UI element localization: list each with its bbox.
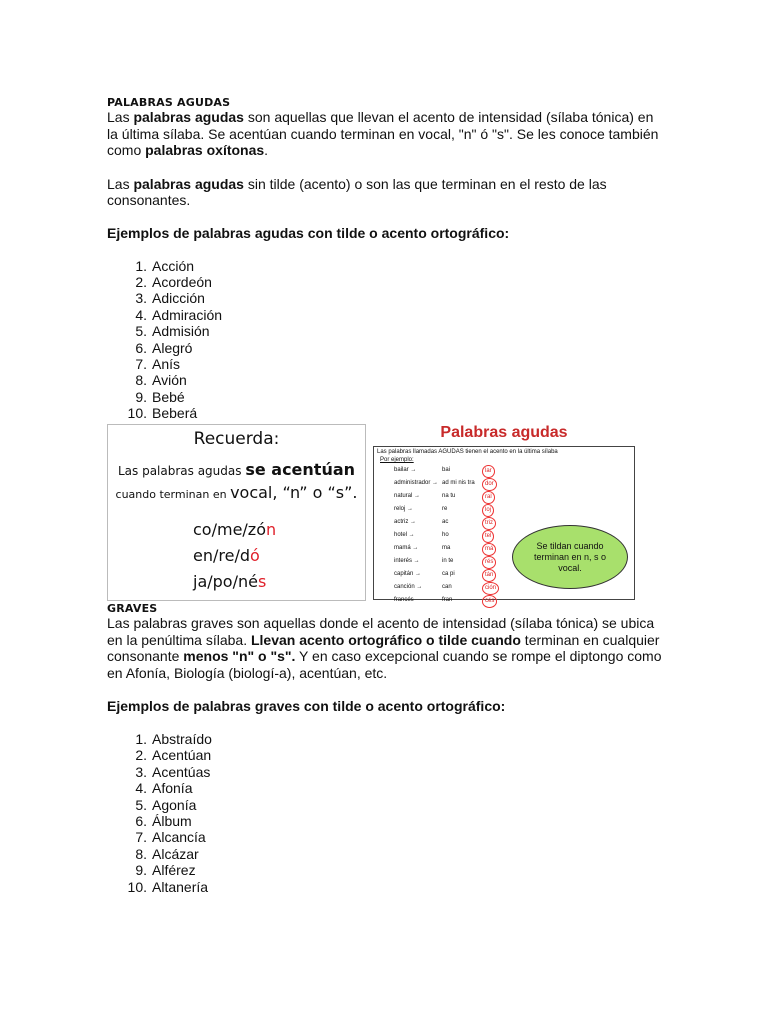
item-number: 5.	[135, 796, 147, 813]
big-text: vocal, “n” o “s”.	[230, 483, 358, 502]
text: son aquellas que llevan el acento de intensidad (sílaba tónica) en la última sílaba. Se acentúan cuando terminan en vocal, "n" ó "s". Se les conoce también como	[107, 109, 659, 158]
item-number: 9.	[135, 862, 147, 879]
text: terminan en cualquier consonante	[107, 631, 660, 664]
tonic-syllable: tán	[482, 569, 496, 582]
bold-term: palabras oxítonas	[145, 142, 265, 158]
syllables: ma	[442, 545, 451, 551]
example-row	[394, 504, 499, 517]
item-number: 10.	[127, 405, 147, 422]
text: .	[264, 142, 269, 158]
item-text: Acentúan	[152, 747, 212, 764]
tonic-syllable: triz	[482, 517, 496, 530]
example-row	[394, 530, 499, 543]
item-number: 3.	[135, 290, 147, 307]
list-item	[107, 862, 667, 878]
agudas-paragraph-1	[107, 109, 667, 159]
syllables: en/re/d	[193, 546, 250, 565]
syllables: in te	[442, 558, 454, 564]
text: cuando terminan en	[115, 488, 231, 501]
tonic-syllable: lar	[482, 465, 495, 478]
graves-examples-title: Ejemplos de palabras graves con tilde o acento ortográfico:	[107, 698, 506, 714]
word: reloj →	[394, 506, 414, 512]
item-text: Acción	[152, 257, 195, 274]
item-number: 6.	[135, 813, 147, 830]
item-text: Alférez	[152, 862, 196, 879]
recuerda-line-2	[108, 483, 365, 502]
word: hotel →	[394, 532, 415, 538]
list-item	[107, 747, 667, 763]
syllables: ad mi nis tra	[442, 480, 475, 486]
list-item	[107, 258, 667, 274]
word-example	[193, 543, 276, 569]
item-number: 3.	[135, 763, 147, 780]
item-number: 5.	[135, 323, 147, 340]
image-title: Palabras agudas	[440, 424, 568, 441]
graves-heading: GRAVES	[107, 602, 158, 615]
syllables: na tu	[442, 493, 456, 499]
item-number: 7.	[135, 355, 147, 372]
tonic-syllable: cés	[482, 595, 497, 608]
recuerda-title: Recuerda:	[193, 429, 280, 449]
example-row	[394, 556, 499, 569]
syllables: re	[442, 506, 448, 512]
list-item	[107, 307, 667, 323]
item-text: Agonía	[152, 796, 197, 813]
item-number: 10.	[127, 878, 147, 895]
tonic-syllable: ción	[482, 582, 499, 595]
list-item	[107, 731, 667, 747]
item-number: 7.	[135, 829, 147, 846]
list-item	[107, 323, 667, 339]
item-text: Bebé	[152, 388, 185, 405]
item-number: 1.	[135, 257, 147, 274]
syllables: ca pi	[442, 571, 455, 577]
tonic-syllable: ral	[482, 491, 495, 504]
item-text: Afonía	[152, 780, 193, 797]
list-item	[107, 797, 667, 813]
list-item	[107, 829, 667, 845]
syllables: ja/po/né	[193, 572, 258, 591]
bold-term: menos "n" o "s".	[183, 648, 296, 664]
item-text: Adicción	[152, 290, 205, 307]
image-example-label: Por ejemplo:	[380, 457, 414, 463]
list-item	[107, 372, 667, 388]
word-example	[193, 569, 276, 595]
item-number: 2.	[135, 273, 147, 290]
syllables: co/me/zó	[193, 520, 266, 539]
item-text: Altanería	[152, 878, 209, 895]
cloud-text: Se tildan cuando terminan en n, s o vocal.	[533, 540, 607, 573]
item-number: 4.	[135, 306, 147, 323]
syllables: can	[442, 584, 452, 590]
syllables: ac	[442, 519, 449, 525]
example-rows	[394, 465, 499, 608]
image-box	[373, 446, 635, 604]
example-row	[394, 569, 499, 582]
agudas-paragraph-2	[107, 176, 667, 209]
item-text: Abstraído	[152, 731, 212, 747]
text: Las	[107, 175, 134, 192]
text: Las palabras agudas	[117, 464, 246, 478]
item-text: Anís	[152, 355, 181, 372]
word-example	[193, 517, 276, 543]
text: Las palabras graves son aquellas donde el acento de intensidad (sílaba tónica) se ubica en la penúltima sílaba.	[107, 615, 655, 648]
item-text: Alcázar	[152, 845, 199, 862]
item-number: 2.	[135, 747, 147, 764]
bold-text: se acentúan	[245, 460, 356, 479]
list-item	[107, 356, 667, 372]
list-item	[107, 879, 667, 895]
agudas-examples-title: Ejemplos de palabras agudas con tilde o acento ortográfico:	[107, 224, 510, 241]
text: sin tilde (acento) o son las que terminan en el resto de las consonantes.	[107, 175, 607, 208]
syllables: fran	[442, 597, 453, 603]
tonic-syllable: rés	[482, 556, 496, 569]
agudas-heading: PALABRAS AGUDAS	[107, 96, 231, 109]
syllables: ho	[442, 532, 449, 538]
item-text: Álbum	[152, 813, 192, 830]
word: actriz →	[394, 519, 417, 525]
example-row	[394, 491, 499, 504]
item-number: 8.	[135, 845, 147, 862]
example-row	[394, 465, 499, 478]
palabras-agudas-image	[373, 424, 635, 604]
word: francés	[394, 597, 414, 603]
highlight: ó	[250, 546, 260, 565]
item-number: 4.	[135, 780, 147, 797]
word: interés →	[394, 558, 420, 564]
item-number: 9.	[135, 388, 147, 405]
recuerda-image	[107, 424, 366, 601]
cloud-callout	[512, 525, 628, 589]
item-text: Alcancía	[152, 829, 206, 846]
item-text: Alegró	[152, 339, 193, 356]
example-row	[394, 582, 499, 595]
list-item	[107, 780, 667, 796]
recuerda-words	[193, 517, 276, 595]
example-row	[394, 478, 499, 491]
list-item	[107, 274, 667, 290]
tonic-syllable: má	[482, 543, 496, 556]
tonic-syllable: dor	[482, 478, 497, 491]
word: natural →	[394, 493, 421, 499]
recuerda-line-1	[108, 460, 365, 479]
bold-term: palabras agudas	[133, 175, 244, 192]
word: mamá →	[394, 545, 419, 551]
item-text: Avión	[152, 372, 187, 389]
bold-term: Llevan acento ortográfico o tilde cuando	[250, 631, 521, 648]
list-item	[107, 764, 667, 780]
word: canción →	[394, 584, 423, 590]
tonic-syllable: loj	[482, 504, 494, 517]
highlight: s	[257, 572, 267, 591]
item-number: 8.	[135, 372, 147, 389]
example-row	[394, 517, 499, 530]
word: capitán →	[394, 571, 422, 577]
example-row	[394, 543, 499, 556]
item-text: Acordeón	[152, 273, 212, 290]
section-graves	[107, 602, 667, 895]
text: Y en caso excepcional cuando se rompe el diptongo como en Afonía, Biología (biologí-a), acentúan, etc.	[107, 648, 662, 681]
highlight: n	[265, 520, 277, 539]
item-text: Admisión	[152, 323, 210, 340]
illustrations	[107, 424, 634, 602]
bold-term: palabras agudas	[133, 109, 244, 125]
tonic-syllable: tel	[482, 530, 494, 543]
item-text: Acentúas	[152, 763, 211, 780]
graves-paragraph	[107, 615, 667, 681]
list-item	[107, 813, 667, 829]
list-item	[107, 290, 667, 306]
graves-examples-list	[107, 731, 667, 895]
image-intro: Las palabras llamadas AGUDAS tienen el acento en la última sílaba	[377, 449, 558, 455]
agudas-examples-list	[107, 258, 667, 422]
item-text: Admiración	[152, 306, 223, 323]
item-number: 1.	[135, 731, 147, 747]
item-text: Beberá	[152, 405, 198, 422]
list-item	[107, 846, 667, 862]
word: bailar →	[394, 467, 417, 473]
list-item	[107, 389, 667, 405]
section-agudas	[107, 96, 667, 422]
list-item	[107, 405, 667, 421]
list-item	[107, 340, 667, 356]
word: administrador →	[394, 480, 439, 486]
syllables: bai	[442, 467, 451, 473]
text: Las	[107, 109, 134, 125]
item-number: 6.	[135, 339, 147, 356]
